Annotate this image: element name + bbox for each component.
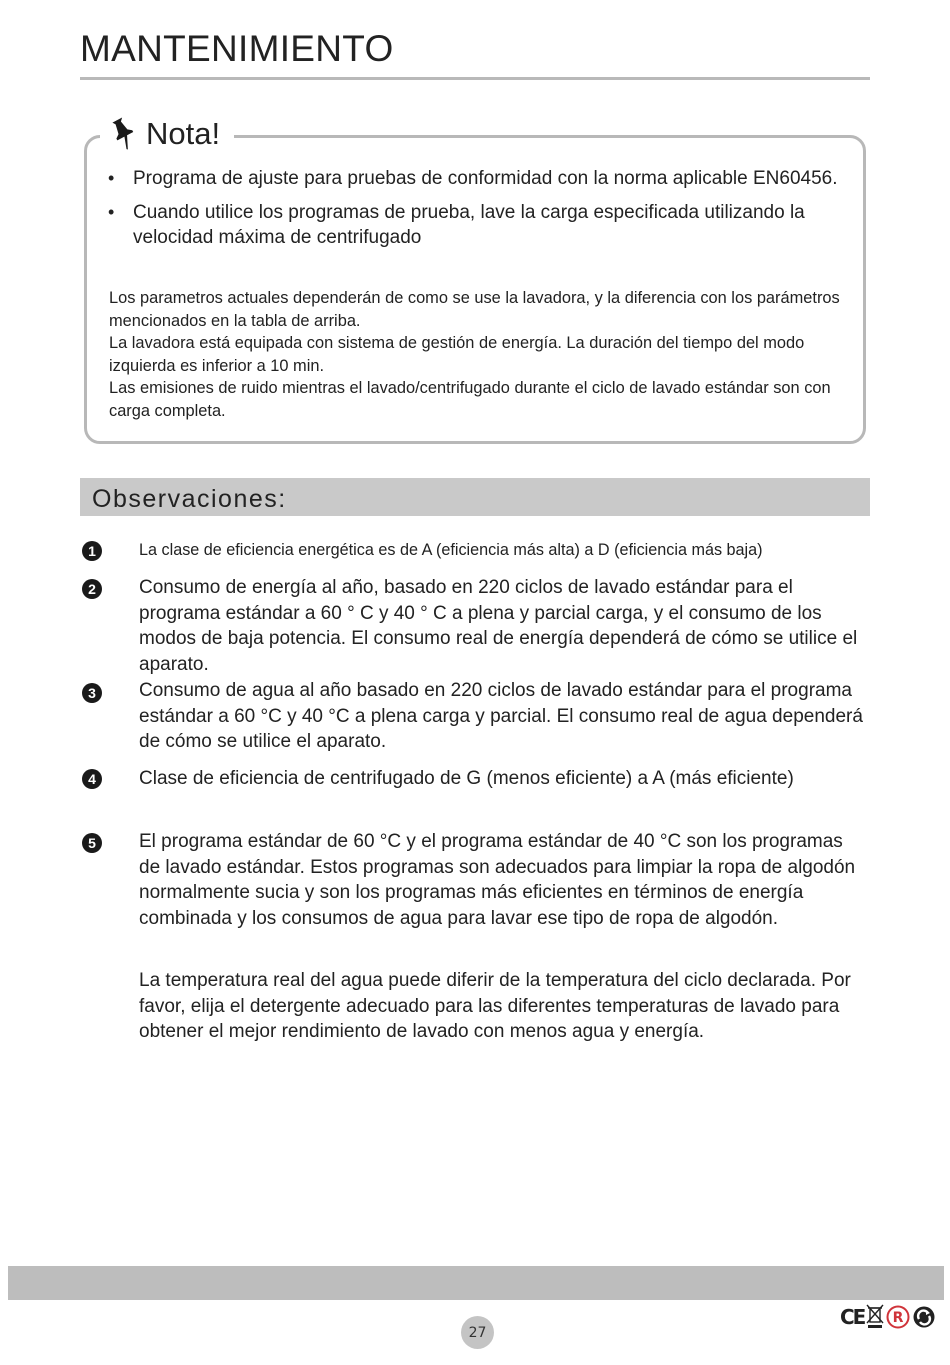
recycle-icon [912, 1305, 936, 1329]
observation-text: El programa estándar de 60 °C y el programa estándar de 40 °C son los programas de lavado estándar. Estos programas son adecuados para limpiar la ropa de algodón normalmente sucia y son los programas más eficientes en términos de energía combinada y los consumos de agua para lavar ese tipo de ropa de algodón. [139, 831, 856, 929]
bullet-dot-icon: • [108, 202, 115, 222]
observation-text: Clase de eficiencia de centrifugado de G (menos eficiente) a A (más eficiente) [139, 768, 794, 789]
note-bullet [108, 166, 848, 191]
observation-number: 3 [82, 683, 102, 703]
certification-marks [840, 1302, 936, 1332]
ce-mark: CE [840, 1305, 865, 1329]
rohs-icon [886, 1305, 910, 1329]
footer-bar [8, 1266, 944, 1300]
observation-number: 2 [82, 579, 102, 599]
observation-extra-paragraph: La temperatura real del agua puede diferir de la temperatura del ciclo declarada. Por favor, elija el detergente adecuado para las diferentes temperaturas de lavado para obtener el mejor rendimiento de lavado con menos agua y energía. [139, 970, 851, 1043]
note-paragraph: La lavadora está equipada con sistema de gestión de energía. La duración del tiempo del modo izquierda es inferior a 10 min. [109, 334, 805, 375]
page-title: MANTENIMIENTO [80, 28, 394, 69]
note-paragraphs [109, 287, 864, 422]
title-divider [80, 77, 870, 80]
bullet-dot-icon: • [108, 168, 115, 188]
note-bullet-text: Cuando utilice los programas de prueba, lave la carga especificada utilizando la velocidad máxima de centrifugado [133, 202, 805, 248]
note-paragraph: Las emisiones de ruido mientras el lavado/centrifugado durante el ciclo de lavado estándar son con carga completa. [109, 379, 831, 420]
note-bullet [108, 200, 848, 250]
note-bullets [108, 166, 848, 259]
page-number: 27 [461, 1316, 494, 1349]
observation-number: 4 [82, 769, 102, 789]
observation-text: La clase de eficiencia energética es de A (eficiencia más alta) a D (eficiencia más baja) [139, 541, 763, 559]
pushpin-icon [108, 117, 138, 151]
note-header [100, 112, 234, 156]
observation-number: 5 [82, 833, 102, 853]
observation-text: Consumo de agua al año basado en 220 ciclos de lavado estándar para el programa estándar a 60 °C y 40 °C a plena carga y parcial. El consumo real de agua dependerá de cómo se utilice el aparato. [139, 680, 863, 753]
observation-number: 1 [82, 541, 102, 561]
note-bullet-text: Programa de ajuste para pruebas de conformidad con la norma aplicable EN60456. [133, 168, 838, 189]
observations-title: Observaciones: [92, 485, 287, 513]
weee-bin-icon [866, 1304, 884, 1330]
svg-text:R: R [892, 1310, 904, 1326]
note-paragraph: Los parametros actuales dependerán de como se use la lavadora, y la diferencia con los parámetros mencionados en la tabla de arriba. [109, 289, 840, 330]
note-title: Nota! [146, 116, 221, 151]
observation-text: Consumo de energía al año, basado en 220 ciclos de lavado estándar para el programa estándar a 60 ° C y 40 ° C a plena y parcial carga, y el consumo de los modos de baja potencia. El consumo real de energía dependerá de cómo se utilice el aparato. [139, 577, 858, 675]
